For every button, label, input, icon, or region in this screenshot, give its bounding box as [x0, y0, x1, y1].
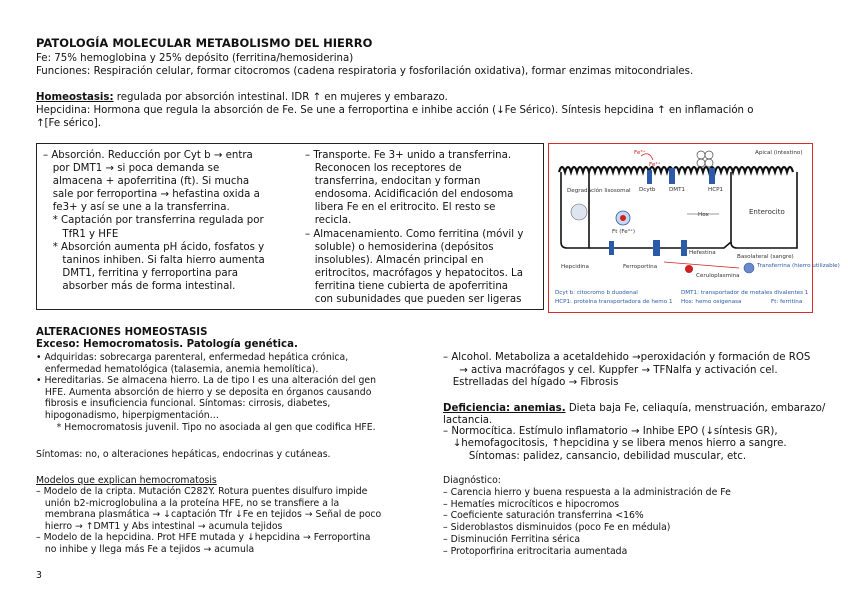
label-transferrina: Transferrina (hierro utilizable) [757, 263, 840, 269]
label-ceruloplasmina: Ceruloplasmina [696, 273, 740, 279]
list-item: libera Fe en el eritrocito. El resto se [305, 202, 496, 214]
label-dcytb: Dcytb [639, 187, 656, 193]
list-item: – Transporte. Fe 3+ unido a transferrina. [305, 150, 512, 161]
legend-hox: Hox: hemo oxigenasa [681, 299, 742, 305]
list-item: enfermedad hematológica (talasemia, anemia hemolítica). [36, 363, 319, 375]
list-item: Síntomas: palidez, cansancio, debilidad muscular, etc. [443, 450, 747, 462]
hcp1-transporter [709, 168, 715, 184]
legend-hcp1: HCP1: proteína transportadora de hemo 1 [555, 299, 673, 305]
list-item: ↓hemofagocitosis, ↑hepcidina y se libera menos hierro a sangre. [443, 438, 787, 450]
deficiencia-line-2: lactancia. [443, 415, 493, 426]
label-fe3: Fe³⁺ [634, 150, 646, 156]
list-item: – Protoporfirina eritrocitaria aumentada [443, 545, 628, 557]
hefestin [681, 240, 687, 256]
list-item: eritrocitos, macrófagos y hepatocitos. La [305, 267, 523, 279]
list-item: fibrosis e insuficiencia funcional. Síntomas: cirrosis, diabetes, [36, 398, 331, 410]
list-item: por DMT1 → si poca demanda se [43, 163, 220, 175]
label-basolateral: Basolateral (sangre) [737, 254, 794, 260]
hepcidina-line-1: Hepcidina: Hormona que regula la absorción de Fe. Se une a ferroportina e inhibe acción (↓Fe Sérico). Síntesis hepcidina ↑ en inflamación o [36, 105, 754, 116]
label-ferroportina: Ferroportina [623, 264, 658, 270]
diagnostico-title: Diagnóstico: [443, 475, 501, 486]
exceso-list [36, 352, 376, 433]
hepcidina-line-2: ↑[Fe sérico]. [36, 118, 101, 129]
dmt1-transporter [669, 168, 675, 184]
deficiencia-label: Deficiencia: anemias. [443, 403, 566, 414]
legend-dcytb: Dcyt b: citocromo b duodenal [555, 290, 638, 296]
list-item: soluble) o hemosiderina (depósitos [305, 241, 494, 253]
diagnostico-list [443, 487, 731, 557]
list-item: * Absorción aumenta pH ácido, fosfatos y [43, 241, 265, 253]
label-apical: Apical (intestino) [755, 150, 803, 156]
arrow-reduction [641, 154, 653, 160]
summary-box [36, 143, 544, 310]
label-hox: Hox [698, 212, 709, 218]
list-item: almacena + apoferritina (ft). Si mucha [43, 176, 250, 188]
list-item: membrana plasmática → ↓captación Tfr ↓Fe en tejidos → Señal de poco [36, 509, 382, 521]
list-item: → activa macrófagos y cel. Kuppfer → TFNalfa y activación cel. [443, 364, 778, 376]
homeostasis-line [36, 91, 448, 104]
list-item: • Hereditarias. Se almacena hierro. La de tipo I es una alteración del gen [36, 375, 376, 387]
homeostasis-text: regulada por absorción intestinal. IDR ↑ en mujeres y embarazo. [113, 92, 448, 103]
list-item: – Carencia hierro y buena respuesta a la administración de Fe [443, 487, 731, 498]
box-right-column [305, 149, 523, 306]
hepcidin-receptor [609, 241, 614, 255]
page-title: PATOLOGÍA MOLECULAR METABOLISMO DEL HIERRO [36, 36, 373, 50]
ferroportin [653, 240, 660, 256]
list-item: – Almacenamiento. Como ferritina (móvil y [305, 228, 524, 240]
list-item: con subunidades que pueden ser ligeras [305, 294, 522, 306]
list-item: transferrina, endocitan y forman [305, 176, 481, 188]
list-item: – Absorción. Reducción por Cyt b → entra [43, 150, 253, 161]
list-item: * Captación por transferrina regulada por [43, 215, 264, 227]
iron-absorption-figure [548, 143, 840, 313]
list-item: Reconocen los receptores de [305, 163, 462, 175]
list-item: * Hemocromatosis juvenil. Tipo no asociada al gen que codifica HFE. [36, 421, 376, 433]
label-hepcidina: Hepcidina [561, 264, 589, 270]
list-item: unión b2-microglobulina a la proteína HFE, no se transfiere a la [36, 497, 340, 509]
list-item: hipogonadismo, hiperpigmentación… [36, 409, 219, 421]
list-item: – Modelo de la hepcidina. Prot HFE mutada y ↓hepcidina → Ferroportina [36, 532, 371, 544]
list-item: – Modelo de la cripta. Mutación C282Y. Rotura puentes disulfuro impide [36, 486, 368, 497]
box-left-column [43, 149, 265, 293]
list-item: ferritina tiene cubierta de apoferritina [305, 280, 509, 292]
label-hcp1: HCP1 [708, 187, 724, 193]
list-item: Estrelladas del hígado → Fibrosis [443, 377, 619, 389]
page-number: 3 [36, 570, 42, 581]
deficiencia-line [443, 402, 825, 415]
label-fe2: Fe²⁺ [649, 162, 661, 168]
ceruloplasmin-dot [685, 265, 693, 273]
list-item: • Adquiridas: sobrecarga parenteral, enfermedad hepática crónica, [36, 352, 349, 363]
list-item: endosoma. Acidificación del endosoma [305, 189, 514, 201]
intro-line-1: Fe: 75% hemoglobina y 25% depósito (ferritina/hemosiderina) [36, 53, 354, 64]
list-item: insolubles). Almacén principal en [305, 254, 484, 266]
intro-line-2: Funciones: Respiración celular, formar citocromos (cadena respiratoria y fosforilación oxidativa), formar enzimas mitocondriales. [36, 66, 694, 77]
label-hefestina: Hefestina [689, 250, 716, 256]
list-item: – Disminución Ferritina sérica [443, 533, 581, 545]
list-item: sale por ferroportina → hefastina oxida a [43, 189, 260, 201]
list-item: HFE. Aumenta absorción de hierro y se deposita en órganos causando [36, 386, 372, 398]
list-item: recicla. [305, 215, 352, 227]
list-item: absorber más de forma intestinal. [43, 280, 236, 292]
normocitica-list [443, 426, 787, 463]
label-enterocito: Enterocito [749, 208, 785, 216]
list-item: – Hematíes microcíticos e hipocromos [443, 498, 620, 510]
fe-export-arrow [664, 262, 739, 268]
alcohol-list [443, 352, 810, 390]
list-item: hierro → ↑DMT1 y Abs intestinal → acumula tejidos [36, 520, 283, 532]
list-item: – Coeficiente saturación transferrina <16% [443, 510, 644, 522]
homeostasis-label: Homeostasis: [36, 92, 114, 103]
exceso-heading: Exceso: Hemocromatosis. Patología genética. [36, 339, 298, 350]
list-item: fe3+ y así se une a la transferrina. [43, 202, 230, 214]
modelos-list [36, 486, 381, 556]
hemo-molecule [697, 151, 713, 167]
list-item: no inhibe y llega más Fe a tejidos → acumula [36, 543, 255, 555]
list-item: DMT1, ferritina y ferroportina para [43, 267, 239, 279]
label-dmt1: DMT1 [669, 187, 686, 193]
label-ft: Ft (Fe³⁺) [612, 229, 636, 235]
legend-dmt1: DMT1: transportador de metales divalentes 1 [681, 290, 809, 296]
lysosome [571, 204, 587, 220]
dcytb-transporter [647, 170, 652, 184]
alteraciones-title: ALTERACIONES HOMEOSTASIS [36, 327, 208, 338]
transferrin-dot [744, 263, 754, 273]
deficiencia-text: Dieta baja Fe, celiaquía, menstruación, embarazo/ [565, 403, 826, 414]
list-item: TfR1 y HFE [43, 228, 119, 240]
legend-ft: Ft: ferritina [771, 299, 803, 305]
list-item: – Sideroblastos disminuidos (poco Fe en médula) [443, 522, 671, 534]
enterocyte-diagram [549, 144, 840, 311]
microvilli [559, 167, 793, 172]
list-item: – Alcohol. Metaboliza a acetaldehido →peroxidación y formación de ROS [443, 352, 811, 363]
list-item: taninos inhiben. Si falta hierro aumenta [43, 254, 265, 266]
ferritin-core [620, 215, 626, 221]
sintomas-line: Síntomas: no, o alteraciones hepáticas, endocrinas y cutáneas. [36, 449, 331, 460]
list-item: – Normocítica. Estímulo inflamatorio → Inhibe EPO (↓síntesis GR), [443, 426, 778, 437]
label-degradacion: Degradación lisosomal [567, 188, 631, 194]
modelos-title: Modelos que explican hemocromatosis [36, 475, 217, 486]
